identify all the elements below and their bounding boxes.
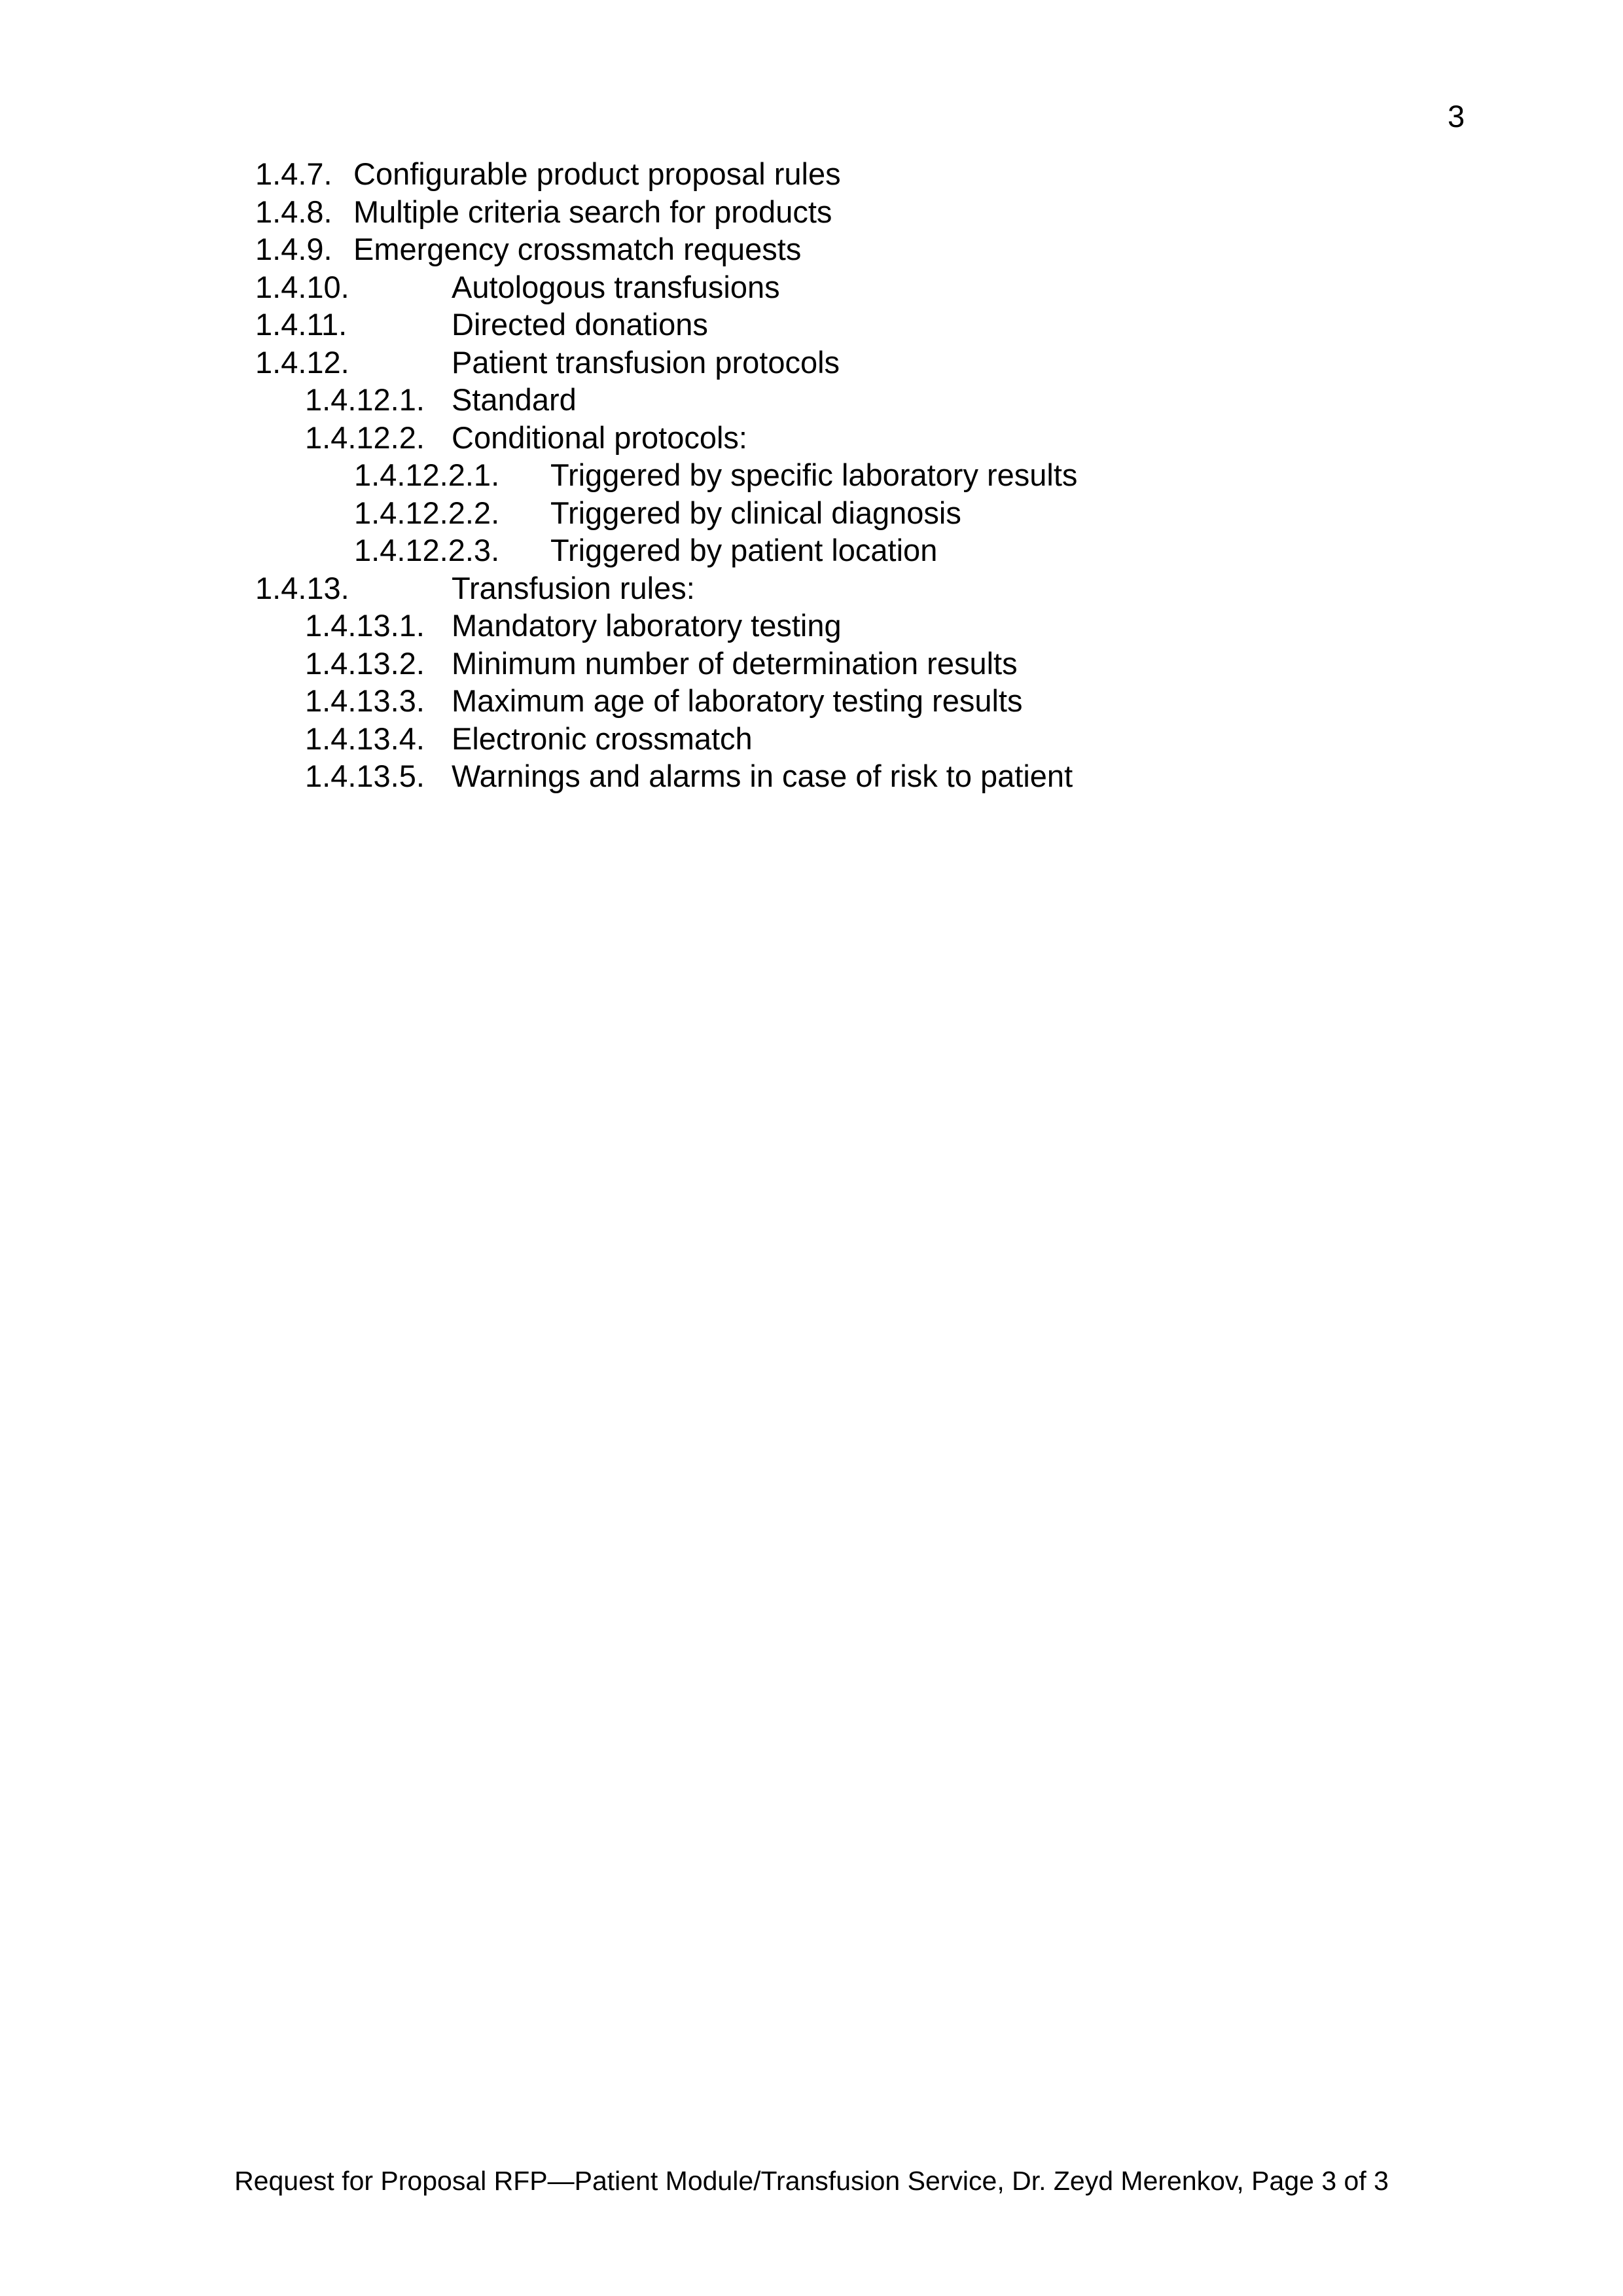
item-text: Directed donations — [452, 307, 708, 342]
item-number: 1.4.13.5. — [305, 759, 425, 793]
item-number: 1.4.12.2.2. — [354, 495, 500, 530]
page-footer: Request for Proposal RFP—Patient Module/Transfusion Service, Dr. Zeyd Merenkov, Page 3 of 3 — [234, 2166, 1389, 2196]
item-number: 1.4.10. — [255, 269, 349, 304]
item-text: Emergency crossmatch requests — [353, 232, 802, 266]
item-text: Configurable product proposal rules — [353, 156, 841, 191]
item-text: Electronic crossmatch — [452, 721, 753, 756]
item-text: Mandatory laboratory testing — [452, 608, 842, 643]
item-text: Maximum age of laboratory testing results — [452, 683, 1023, 718]
item-number: 1.4.7. — [255, 156, 332, 191]
item-number: 1.4.12.2.1. — [354, 457, 500, 492]
item-text: Triggered by specific laboratory results — [550, 457, 1078, 492]
item-number: 1.4.12.2.3. — [354, 533, 500, 567]
item-number: 1.4.13. — [255, 570, 349, 605]
item-text: Multiple criteria search for products — [353, 194, 832, 229]
item-text: Transfusion rules: — [452, 570, 695, 605]
item-text: Conditional protocols: — [452, 420, 747, 455]
item-text: Minimum number of determination results — [452, 645, 1018, 681]
item-text: Triggered by patient location — [550, 533, 938, 567]
item-text: Patient transfusion protocols — [452, 344, 840, 380]
item-number: 1.4.9. — [255, 232, 332, 266]
item-number: 1.4.13.4. — [305, 721, 425, 756]
item-number: 1.4.12.1. — [305, 382, 425, 417]
item-text: Warnings and alarms in case of risk to patient — [452, 759, 1073, 793]
item-number: 1.4.13.1. — [305, 608, 425, 643]
item-number: 1.4.12.2. — [305, 420, 425, 455]
item-number: 1.4.13.2. — [305, 645, 425, 681]
item-number: 1.4.12. — [255, 344, 349, 380]
item-text: Standard — [452, 382, 577, 417]
item-text: Triggered by clinical diagnosis — [550, 495, 961, 530]
item-text: Autologous transfusions — [452, 269, 780, 304]
item-number: 1.4.8. — [255, 194, 332, 229]
item-number: 1.4.13.3. — [305, 683, 425, 718]
item-number: 1.4.11. — [255, 307, 348, 342]
page-number: 3 — [1448, 99, 1465, 134]
